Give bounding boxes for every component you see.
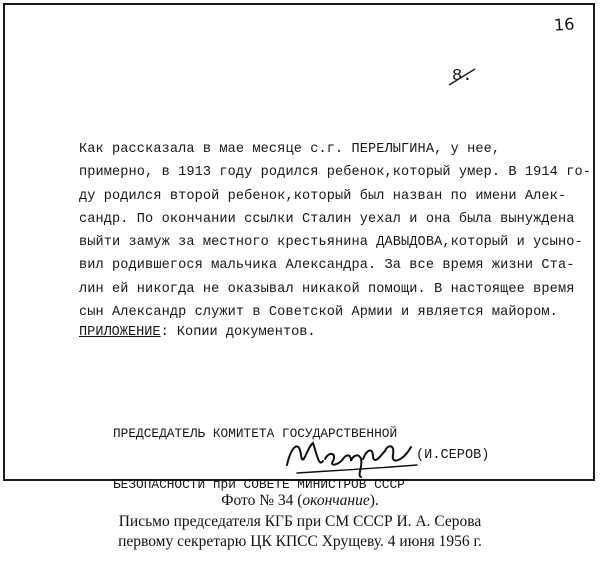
figure-caption: [0, 491, 600, 553]
handwritten-page-number: 16: [553, 14, 575, 35]
letter-body: [79, 138, 599, 324]
caption-suffix: ).: [369, 492, 379, 509]
caption-italic: окончание: [302, 492, 370, 509]
letter-line: ду родился второй ребенок,который был назван по имени Алек-: [79, 188, 567, 204]
caption-prefix: Фото № 34 (: [221, 492, 303, 509]
letter-line: выйти замуж за местного крестьянина ДАВЫДОВА,который и усыно-: [79, 235, 583, 251]
strike-mark-icon: [445, 63, 481, 91]
signatory-name: (И.СЕРОВ): [416, 448, 490, 463]
letter-line: сын Александр служит в Советской Армии и является майором.: [79, 305, 558, 321]
document-scan: [3, 3, 595, 492]
signatory-line-2: БЕЗОПАСНОСТИ при СОВЕТЕ МИНИСТРОВ СССР: [113, 477, 405, 492]
attachment-line: [79, 325, 316, 340]
letter-line: лин ей никогда не оказывал никакой помощи. В настоящее время: [79, 281, 575, 297]
typed-page-number: 8.: [452, 67, 473, 86]
caption-line-2: Письмо председателя КГБ при СМ СССР И. А. Серова: [118, 512, 482, 530]
letter-line: вил родившегося мальчика Александра. За все время жизни Ста-: [79, 258, 575, 274]
attachment-text: : Копии документов.: [160, 325, 316, 340]
handwritten-signature-icon: [277, 425, 427, 483]
letter-line: примерно, в 1913 году родился ребенок,который умер. В 1914 го-: [79, 165, 591, 181]
letter-line: сандр. По окончании ссылки Сталин уехал и она была вынуждена: [79, 211, 575, 227]
signatory-line-1: ПРЕДСЕДАТЕЛЬ КОМИТЕТА ГОСУДАРСТВЕННОЙ: [113, 426, 398, 441]
attachment-label: ПРИЛОЖЕНИЕ: [79, 325, 161, 340]
caption-line-1: [0, 491, 600, 512]
letter-line: Как рассказала в мае месяце с.г. ПЕРЕЛЫГИНА, у нее,: [79, 142, 501, 157]
caption-line-3: первому секретарю ЦК КПСС Хрущеву. 4 июня 1956 г.: [118, 533, 482, 550]
